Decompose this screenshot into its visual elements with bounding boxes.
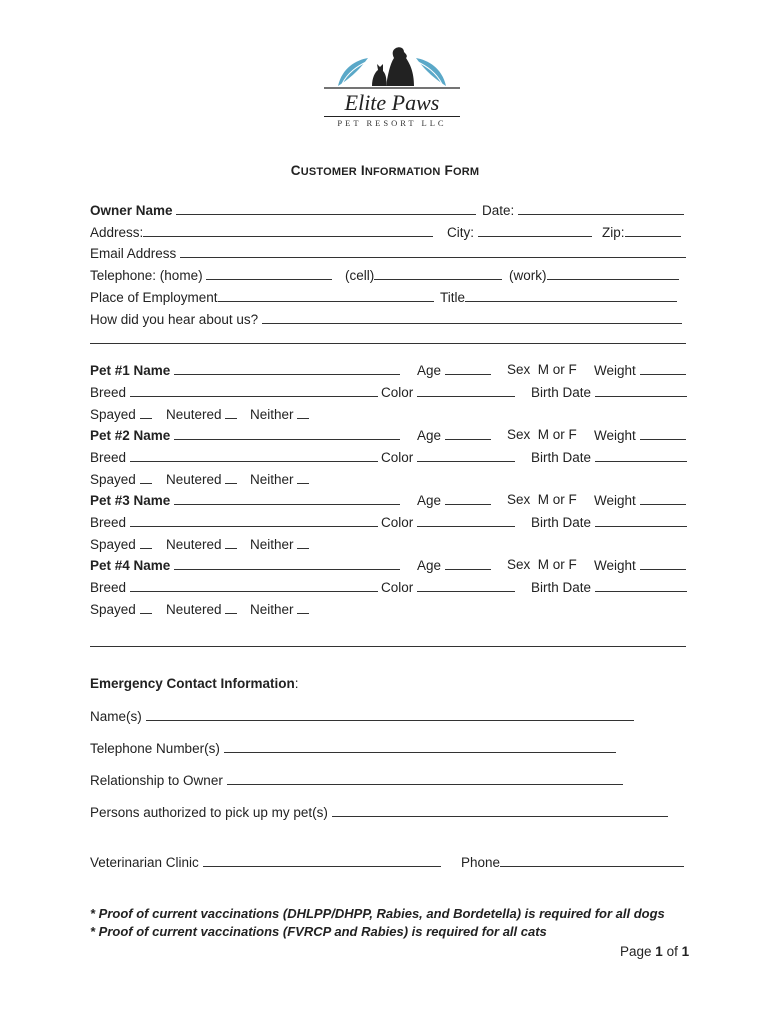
emergency-names-field[interactable]: Name(s): [90, 708, 634, 724]
pet-sex-field[interactable]: Sex M or F: [507, 557, 577, 572]
pet-breed-field[interactable]: Breed: [90, 449, 378, 465]
pet-breed-field[interactable]: Breed: [90, 384, 378, 400]
pet-neutered-field[interactable]: Neutered: [166, 471, 237, 487]
vet-phone-field[interactable]: Phone: [461, 854, 684, 870]
employment-field[interactable]: Place of Employment: [90, 289, 434, 305]
pet-spayed-field[interactable]: Spayed: [90, 471, 152, 487]
pet-sex-field[interactable]: Sex M or F: [507, 362, 577, 377]
city-field[interactable]: City:: [447, 224, 592, 240]
pet-age-field[interactable]: Age: [417, 362, 491, 378]
pet-color-field[interactable]: Color: [381, 579, 515, 595]
pet-age-field[interactable]: Age: [417, 427, 491, 443]
pet-age-field[interactable]: Age: [417, 557, 491, 573]
pet-sex-field[interactable]: Sex M or F: [507, 492, 577, 507]
authorized-persons-field[interactable]: Persons authorized to pick up my pet(s): [90, 804, 668, 820]
referral-field[interactable]: How did you hear about us?: [90, 311, 682, 327]
telephone-home-field[interactable]: Telephone: (home): [90, 267, 332, 283]
pet-neutered-field[interactable]: Neutered: [166, 406, 237, 422]
pet-neutered-field[interactable]: Neutered: [166, 536, 237, 552]
pet-birth-date-field[interactable]: Birth Date: [531, 514, 687, 530]
pet-neither-field[interactable]: Neither: [250, 601, 309, 617]
pet-spayed-field[interactable]: Spayed: [90, 536, 152, 552]
pet-neutered-field[interactable]: Neutered: [166, 601, 237, 617]
pet-neither-field[interactable]: Neither: [250, 536, 309, 552]
pet-color-field[interactable]: Color: [381, 514, 515, 530]
zip-field[interactable]: Zip:: [602, 224, 681, 240]
logo-name: Elite Paws: [344, 90, 440, 115]
pet-weight-field[interactable]: Weight: [594, 557, 686, 573]
pet-name-field[interactable]: Pet #2 Name: [90, 427, 400, 443]
pet-birth-date-field[interactable]: Birth Date: [531, 449, 687, 465]
emergency-phones-field[interactable]: Telephone Number(s): [90, 740, 616, 756]
pet-breed-field[interactable]: Breed: [90, 514, 378, 530]
pet-weight-field[interactable]: Weight: [594, 427, 686, 443]
date-field[interactable]: Date:: [482, 202, 684, 218]
employment-title-field[interactable]: Title: [440, 289, 677, 305]
pet-name-field[interactable]: Pet #3 Name: [90, 492, 400, 508]
dog-vaccination-note: * Proof of current vaccinations (DHLPP/DHPP, Rabies, and Bordetella) is required for all dogs: [90, 906, 665, 921]
pet-spayed-field[interactable]: Spayed: [90, 406, 152, 422]
page-number: Page 1 of 1: [620, 944, 690, 959]
pet-neither-field[interactable]: Neither: [250, 406, 309, 422]
pet-name-field[interactable]: Pet #4 Name: [90, 557, 400, 573]
cat-vaccination-note: * Proof of current vaccinations (FVRCP and Rabies) is required for all cats: [90, 924, 547, 939]
owner-name-field[interactable]: Owner Name: [90, 202, 476, 218]
form-title: CUSTOMER INFORMATION FORM: [290, 163, 480, 178]
elite-paws-logo: [320, 42, 464, 132]
pet-name-field[interactable]: Pet #1 Name: [90, 362, 400, 378]
telephone-work-field[interactable]: (work): [509, 267, 679, 283]
pet-birth-date-field[interactable]: Birth Date: [531, 579, 687, 595]
pet-age-field[interactable]: Age: [417, 492, 491, 508]
address-field[interactable]: Address:: [90, 224, 433, 240]
veterinarian-field[interactable]: Veterinarian Clinic: [90, 854, 441, 870]
logo-underline: [324, 116, 460, 117]
pet-breed-field[interactable]: Breed: [90, 579, 378, 595]
email-field[interactable]: Email Address: [90, 245, 686, 261]
pet-spayed-field[interactable]: Spayed: [90, 601, 152, 617]
pet-color-field[interactable]: Color: [381, 449, 515, 465]
pet-color-field[interactable]: Color: [381, 384, 515, 400]
dog-cat-leaves-icon: [320, 42, 464, 92]
logo-tagline: PET RESORT LLC: [337, 118, 447, 128]
pet-weight-field[interactable]: Weight: [594, 362, 686, 378]
relationship-field[interactable]: Relationship to Owner: [90, 772, 623, 788]
pet-neither-field[interactable]: Neither: [250, 471, 309, 487]
emergency-heading: Emergency Contact Information:: [90, 676, 299, 691]
pet-sex-field[interactable]: Sex M or F: [507, 427, 577, 442]
section-divider: [90, 343, 686, 344]
telephone-cell-field[interactable]: (cell): [345, 267, 502, 283]
pet-birth-date-field[interactable]: Birth Date: [531, 384, 687, 400]
section-divider: [90, 646, 686, 647]
pet-weight-field[interactable]: Weight: [594, 492, 686, 508]
